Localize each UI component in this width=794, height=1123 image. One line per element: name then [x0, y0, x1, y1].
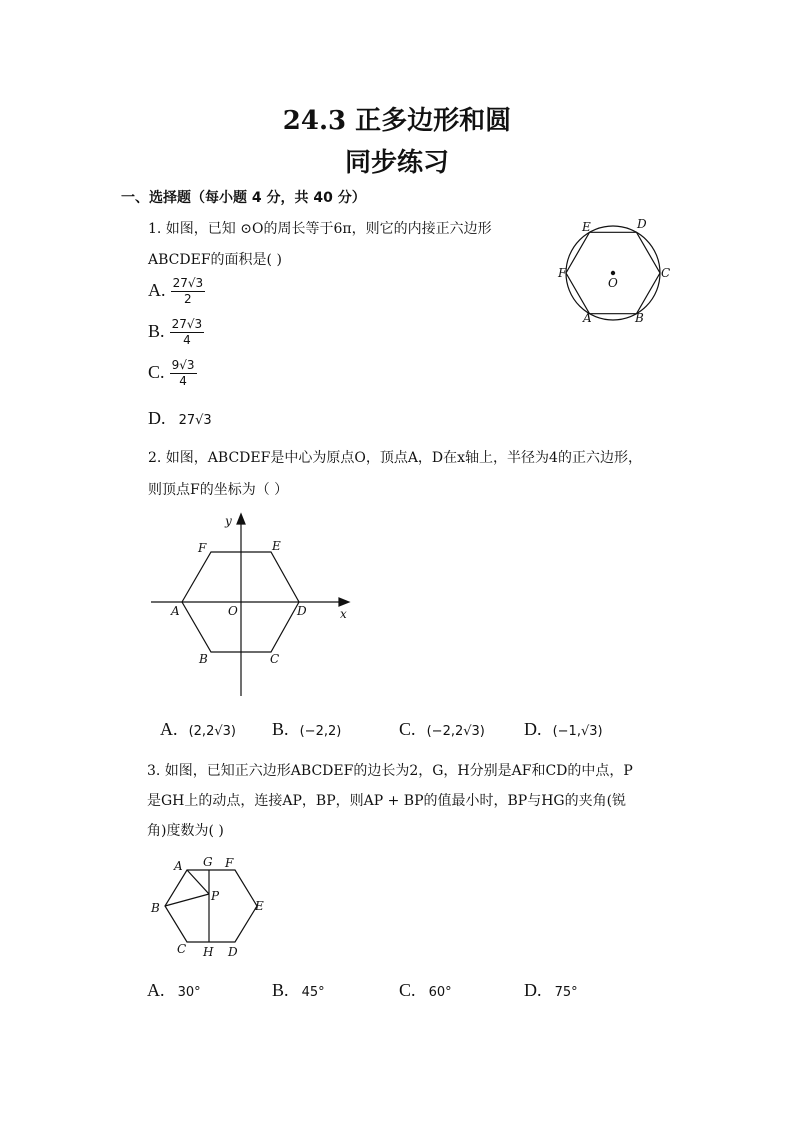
- fraction-numerator: 9√3: [171, 358, 195, 372]
- option-fraction: [170, 358, 197, 389]
- center-dot: [611, 271, 614, 274]
- fraction-numerator: 27√3: [171, 317, 203, 331]
- page-title: 24.3 正多边形和圆: [282, 106, 512, 136]
- option-letter: D.: [148, 408, 166, 428]
- option-letter: A.: [148, 280, 166, 300]
- option-letter: C.: [399, 980, 416, 1000]
- option-value: 27√3: [178, 413, 212, 428]
- option-fraction: [170, 317, 205, 348]
- q3-figure: [145, 850, 270, 962]
- option-value: (−1,√3): [552, 724, 603, 739]
- option-value: (−2,2): [299, 724, 342, 739]
- q1-option-a[interactable]: [148, 276, 205, 307]
- y-axis-arrow: [237, 514, 245, 524]
- q3-text-line1: 3. 如图，已知正六边形ABCDEF的边长为2，G，H分别是AF和CD的中点，P: [147, 763, 633, 779]
- label-b: B: [635, 311, 644, 325]
- q1-option-d[interactable]: [148, 408, 212, 429]
- label-e: E: [582, 220, 591, 234]
- x-axis-arrow: [339, 598, 349, 606]
- q1-text-line1: 1. 如图，已知 ⊙O的周长等于6π，则它的内接正六边形: [148, 221, 492, 237]
- q2-figure: [145, 510, 360, 702]
- q1-option-c[interactable]: [148, 358, 197, 389]
- q1-option-b[interactable]: [148, 317, 204, 348]
- q2-option-b[interactable]: [272, 719, 341, 740]
- label-y: y: [225, 514, 232, 528]
- label-h: H: [203, 945, 214, 959]
- q2-option-a[interactable]: [160, 719, 236, 740]
- q2-text-line1: 2. 如图，ABCDEF是中心为原点O，顶点A，D在x轴上，半径为4的正六边形，: [148, 450, 642, 466]
- label-e: E: [255, 899, 264, 913]
- option-letter: A.: [160, 719, 178, 739]
- label-f: F: [225, 856, 234, 870]
- label-c: C: [177, 942, 187, 956]
- option-value: 75°: [554, 985, 578, 1000]
- option-letter: C.: [399, 719, 416, 739]
- label-c: C: [270, 652, 280, 666]
- q2-option-c[interactable]: [399, 719, 485, 740]
- label-o: O: [228, 604, 238, 618]
- q3-text-line3: 角)度数为( ): [147, 823, 224, 839]
- option-letter: B.: [148, 321, 165, 341]
- option-value: (−2,2√3): [426, 724, 485, 739]
- option-value: 60°: [428, 985, 452, 1000]
- label-e: E: [272, 539, 281, 553]
- label-f: F: [558, 266, 567, 280]
- page-subtitle: 同步练习: [344, 148, 449, 178]
- label-b: B: [199, 652, 208, 666]
- option-letter: A.: [147, 980, 165, 1000]
- label-a: A: [174, 859, 183, 873]
- label-b: B: [151, 901, 160, 915]
- option-letter: B.: [272, 719, 289, 739]
- label-x: x: [340, 607, 347, 621]
- label-f: F: [198, 541, 207, 555]
- q1-text-line2: ABCDEF的面积是( ): [148, 252, 282, 268]
- option-value: 30°: [177, 985, 201, 1000]
- label-o: O: [608, 276, 618, 290]
- fraction-denominator: 4: [183, 333, 191, 347]
- hexagon: [165, 870, 257, 942]
- option-letter: B.: [272, 980, 289, 1000]
- q3-option-d[interactable]: [524, 980, 578, 1001]
- label-a: A: [171, 604, 180, 618]
- option-letter: C.: [148, 362, 165, 382]
- section-heading: 一、选择题（每小题 4 分，共 40 分）: [121, 190, 366, 206]
- fraction-denominator: 4: [179, 374, 187, 388]
- q2-text-line2: 则顶点F的坐标为（ ）: [148, 482, 289, 498]
- label-a: A: [583, 311, 592, 325]
- option-value: 45°: [301, 985, 325, 1000]
- label-d: D: [637, 217, 647, 231]
- q3-option-a[interactable]: [147, 980, 201, 1001]
- q3-option-b[interactable]: [272, 980, 325, 1001]
- q3-option-c[interactable]: [399, 980, 452, 1001]
- q3-text-line2: 是GH上的动点，连接AP，BP，则AP + BP的值最小时，BP与HG的夹角(锐: [147, 793, 627, 809]
- label-d: D: [228, 945, 238, 959]
- fraction-denominator: 2: [184, 292, 192, 306]
- option-letter: D.: [524, 719, 542, 739]
- option-fraction: [171, 276, 206, 307]
- option-value: (2,2√3): [188, 724, 236, 739]
- q1-figure: [555, 215, 675, 327]
- label-p: P: [211, 889, 220, 903]
- fraction-numerator: 27√3: [172, 276, 204, 290]
- label-d: D: [297, 604, 307, 618]
- label-g: G: [203, 855, 213, 869]
- option-letter: D.: [524, 980, 542, 1000]
- segment-ap: [187, 870, 209, 894]
- label-c: C: [661, 266, 671, 280]
- q2-option-d[interactable]: [524, 719, 603, 740]
